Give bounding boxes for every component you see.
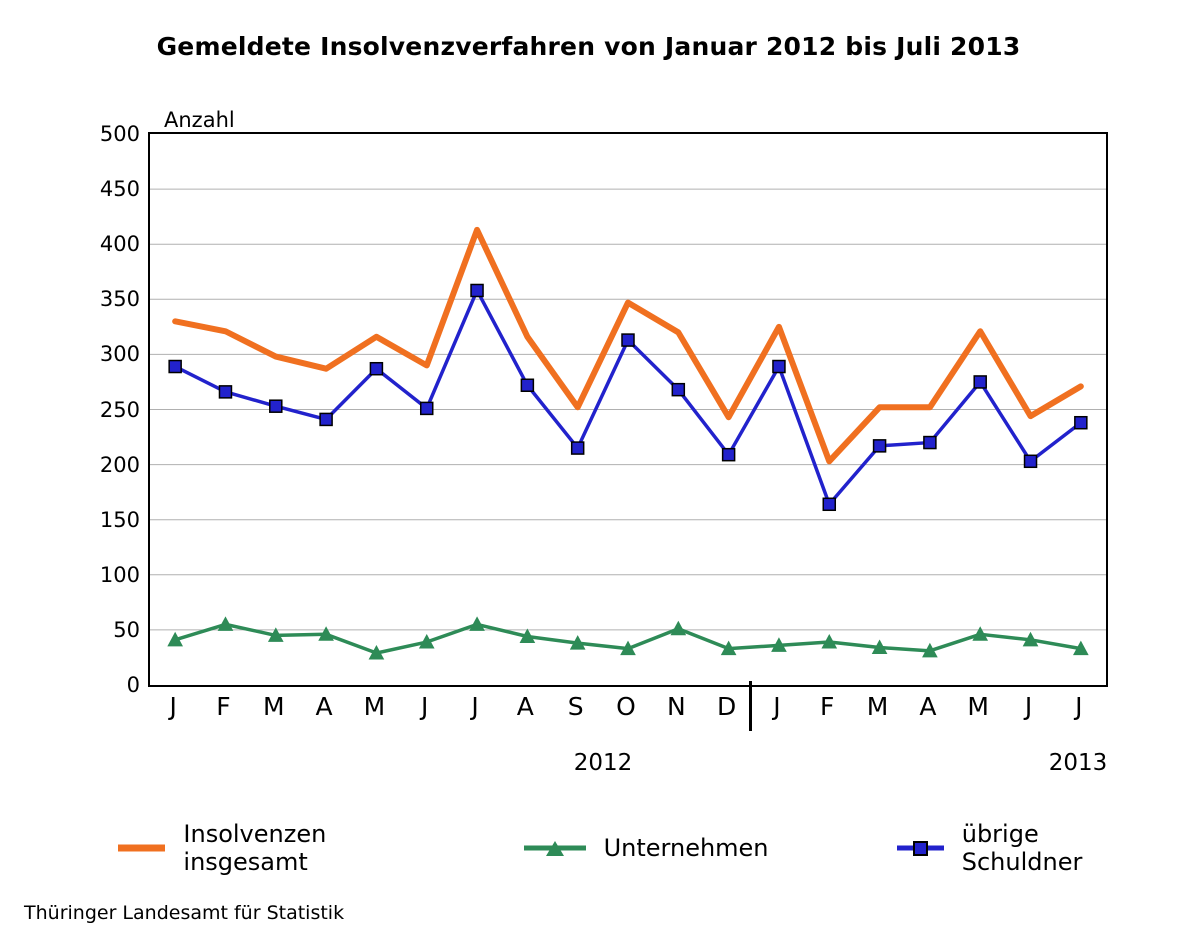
x-tick-label: M	[866, 692, 889, 721]
data-point-marker	[823, 498, 835, 510]
legend-entry[interactable]	[118, 820, 394, 876]
y-tick-label: 200	[99, 452, 140, 477]
data-point-marker	[270, 400, 282, 412]
x-tick-label: F	[820, 692, 835, 721]
legend-square-marker	[913, 841, 928, 856]
x-tick-label: J	[471, 692, 479, 721]
legend-entry[interactable]	[897, 820, 1118, 876]
x-tick-label: J	[1024, 692, 1033, 721]
x-tick-label: M	[967, 692, 989, 721]
data-point-marker	[219, 386, 231, 398]
data-point-marker	[773, 361, 785, 373]
data-point-marker	[471, 284, 483, 296]
legend-entry[interactable]	[524, 834, 769, 862]
data-point-marker	[1025, 455, 1037, 467]
x-tick-label: J	[773, 692, 781, 721]
data-point-marker	[974, 376, 986, 388]
data-point-marker	[169, 361, 181, 373]
x-tick-label: M	[262, 692, 285, 721]
x-tick-label: A	[516, 692, 534, 721]
y-axis-labels	[78, 122, 140, 697]
x-tick-label: J	[421, 692, 429, 721]
y-tick-label: 300	[99, 342, 140, 367]
data-point-marker	[622, 334, 634, 346]
y-tick-label: 500	[99, 122, 140, 146]
legend-label: Insolvenzen insgesamt	[183, 820, 327, 876]
y-tick-label: 0	[126, 673, 140, 697]
x-tick-label: J	[169, 692, 177, 721]
legend-swatch	[897, 837, 944, 859]
y-tick-label: 250	[99, 397, 140, 422]
x-tick-label: S	[567, 692, 584, 721]
legend-swatch	[524, 837, 586, 859]
chart-svg	[150, 134, 1106, 685]
legend-line	[118, 845, 165, 852]
x-axis-labels	[148, 692, 1108, 726]
data-point-marker	[723, 449, 735, 461]
y-tick-label: 350	[99, 287, 140, 312]
legend-triangle-marker	[546, 841, 564, 856]
y-tick-label: 400	[99, 232, 140, 257]
x-axis-year-label: 2012	[573, 750, 633, 776]
page-title: Gemeldete Insolvenzverfahren von Januar 2012 bis Juli 2013	[156, 32, 1021, 61]
legend-swatch	[118, 837, 165, 859]
y-tick-label: 100	[99, 562, 140, 587]
year-divider	[749, 681, 752, 731]
series-line	[175, 290, 1081, 504]
legend-label: übrige Schuldner	[961, 820, 1083, 876]
data-point-marker	[1075, 417, 1087, 429]
y-tick-label: 450	[99, 177, 140, 202]
y-tick-label: 150	[99, 507, 140, 532]
legend-label: Unternehmen	[603, 834, 769, 862]
x-tick-label: A	[919, 692, 937, 721]
data-point-marker	[370, 363, 382, 375]
data-point-marker	[924, 437, 936, 449]
x-tick-label: D	[716, 692, 737, 721]
x-axis-year-label: 2013	[1048, 750, 1108, 776]
data-point-marker	[672, 384, 684, 396]
source-note: Thüringer Landesamt für Statistik	[24, 902, 345, 924]
x-tick-label: N	[666, 692, 686, 721]
data-point-marker	[320, 413, 332, 425]
x-tick-label: A	[315, 692, 333, 721]
data-point-marker	[874, 440, 886, 452]
chart-legend	[118, 820, 1118, 876]
data-point-marker	[572, 442, 584, 454]
data-point-marker	[421, 402, 433, 414]
x-tick-label: O	[616, 692, 636, 721]
x-tick-label: F	[216, 692, 231, 721]
y-axis-unit-label: Anzahl	[164, 108, 235, 132]
x-tick-label: J	[1075, 692, 1083, 721]
x-tick-label: M	[363, 692, 386, 721]
data-point-marker	[671, 622, 685, 635]
plot-area	[148, 132, 1108, 687]
y-tick-label: 50	[113, 617, 140, 642]
data-point-marker	[521, 379, 533, 391]
